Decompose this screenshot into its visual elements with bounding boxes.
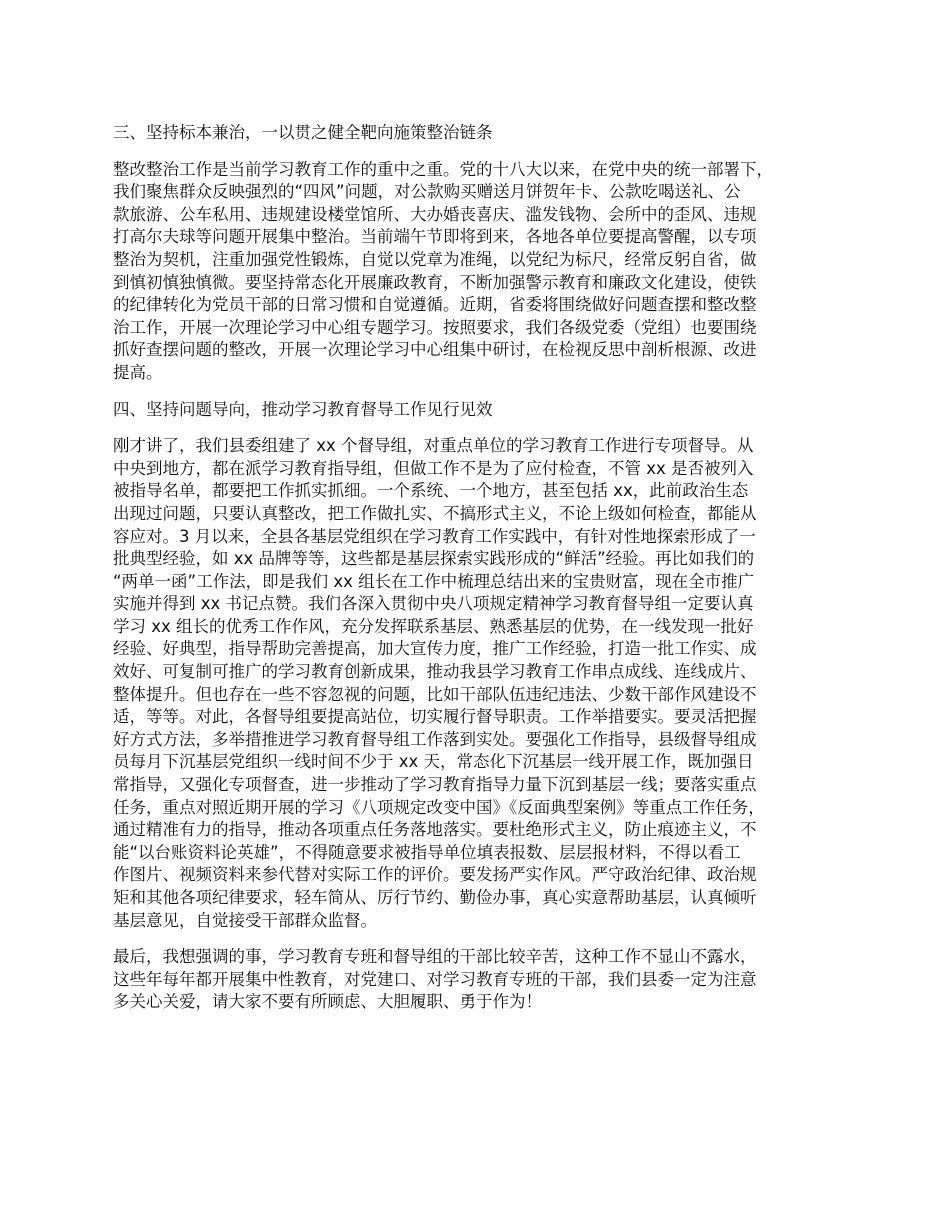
text-line: “两单一函”工作法，即是我们 xx 组长在工作中梳理总结出来的宝贵财富，现在全市推广	[113, 571, 755, 591]
text-line: 员每月下沉基层党组织一线时间不少于 xx 天，常态化下沉基层一线开展工作，既加强日	[113, 752, 754, 772]
text-line: 打高尔夫球等问题开展集中整治。当前端午节即将到来，各地各单位要提高警醒，以专项	[113, 227, 757, 247]
text-line: 多关心关爱，请大家不要有所顾虑、大胆履职、勇于作为！	[113, 992, 542, 1012]
text-line: 款旅游、公车私用、违规建设楼堂馆所、大办婚丧喜庆、滥发钱物、会所中的歪风、违规	[113, 204, 757, 224]
text-line: 任务，重点对照近期开展的学习《八项规定改变中国》《反面典型案例》等重点工作任务，	[113, 797, 765, 817]
closing-paragraph	[113, 946, 855, 1014]
text-line: 最后，我想强调的事，学习教育专班和督导组的干部比较辛苦，这种工作不显山不露水，	[113, 947, 757, 967]
text-line: 适，等等。对此，各督导组要提高站位，切实履行督导职责。工作举措要实。要灵活把握	[113, 707, 757, 727]
text-line: 作图片、视频资料来参代替对实际工作的评价。要发扬严实作风。严守政治纪律、政治规	[113, 865, 757, 885]
text-line: 通过精准有力的指导，推动各项重点任务落地落实。要杜绝形式主义，防止痕迹主义，不	[113, 820, 757, 840]
text-line: 我们聚焦群众反映强烈的“四风”问题，对公款购买赠送月饼贺年卡、公款吃喝送礼、公	[113, 182, 741, 202]
text-line: 出现过问题，只要认真整改，把工作做扎实、不搞形式主义，不论上级如何检查，都能从	[113, 503, 757, 523]
text-line: 整体提升。但也存在一些不容忽视的问题，比如干部队伍违纪违法、少数干部作风建设不	[113, 684, 757, 704]
text-line: 好方式方法，多举措推进学习教育督导组工作落到实处。要强化工作指导，县级督导组成	[113, 729, 757, 749]
document-page	[113, 122, 855, 1028]
text-line: 学习 xx 组长的优秀工作作风，充分发挥联系基层、熟悉基层的优势，在一线发现一批好	[113, 616, 754, 636]
text-line: 整治为契机，注重加强党性锻炼，自觉以党章为准绳，以党纪为标尺，经常反躬自省，做	[113, 249, 757, 269]
text-line: 批典型经验，如 xx 品牌等等，这些都是基层探索实践形成的“鲜活”经验。再比如我们的	[113, 549, 755, 569]
text-line: 能“以台账资料论英雄”，不得随意要求被指导单位填表报数、层层报材料，不得以看工	[113, 842, 741, 862]
text-line: 效好、可复制可推广的学习教育创新成果，推动我县学习教育工作串点成线、连线成片、	[113, 662, 757, 682]
text-line: 实施并得到 xx 书记点赞。我们各深入贯彻中央八项规定精神学习教育督导组一定要认真	[113, 594, 754, 614]
text-line: 提高。	[113, 362, 163, 382]
text-line: 被指导名单，都要把工作抓实抓细。一个系统、一个地方，甚至包括 xx，此前政治生态	[113, 481, 749, 501]
text-line: 经验、好典型，指导帮助完善提高，加大宣传力度，推广工作经验，打造一批工作实、成	[113, 639, 757, 659]
text-line: 抓好查摆问题的整改，开展一次理论学习中心组集中研讨，在检视反思中剖析根源、改进	[113, 340, 757, 360]
section-4-paragraph	[113, 435, 855, 932]
text-line: 矩和其他各项纪律要求，轻车简从、厉行节约、勤俭办事，真心实意帮助基层，认真倾听	[113, 888, 757, 907]
section-3-paragraph	[113, 159, 855, 385]
text-line: 刚才讲了，我们县委组建了 xx 个督导组，对重点单位的学习教育工作进行专项督导。从	[113, 436, 754, 456]
section-4-heading: 四、坚持问题导向，推动学习教育督导工作见行见效	[113, 399, 493, 419]
text-line: 容应对。3 月以来，全县各基层党组织在学习教育工作实践中，有针对性地探索形成了一	[113, 526, 756, 546]
text-line: 治工作，开展一次理论学习中心组专题学习。按照要求，我们各级党委（党组）也要围绕	[113, 317, 757, 337]
text-line: 这些年每年都开展集中性教育，对党建口、对学习教育专班的干部，我们县委一定为注意	[113, 969, 757, 989]
text-line: 基层意见，自觉接受干部群众监督。	[113, 910, 377, 930]
text-line: 中央到地方，都在派学习教育指导组，但做工作不是为了应付检查，不管 xx 是否被列入	[113, 458, 754, 478]
section-3-heading: 三、坚持标本兼治，一以贯之健全靶向施策整治链条	[113, 123, 493, 142]
text-line: 常指导，又强化专项督查，进一步推动了学习教育指导力量下沉到基层一线；要落实重点	[113, 775, 757, 795]
text-line: 的纪律转化为党员干部的日常习惯和自觉遵循。近期，省委将围绕做好问题查摆和整改整	[113, 295, 757, 315]
text-line: 整改整治工作是当前学习教育工作的重中之重。党的十八大以来，在党中央的统一部署下，	[113, 159, 773, 179]
text-line: 到慎初慎独慎微。要坚持常态化开展廉政教育，不断加强警示教育和廉政文化建设，使铁	[113, 272, 757, 292]
